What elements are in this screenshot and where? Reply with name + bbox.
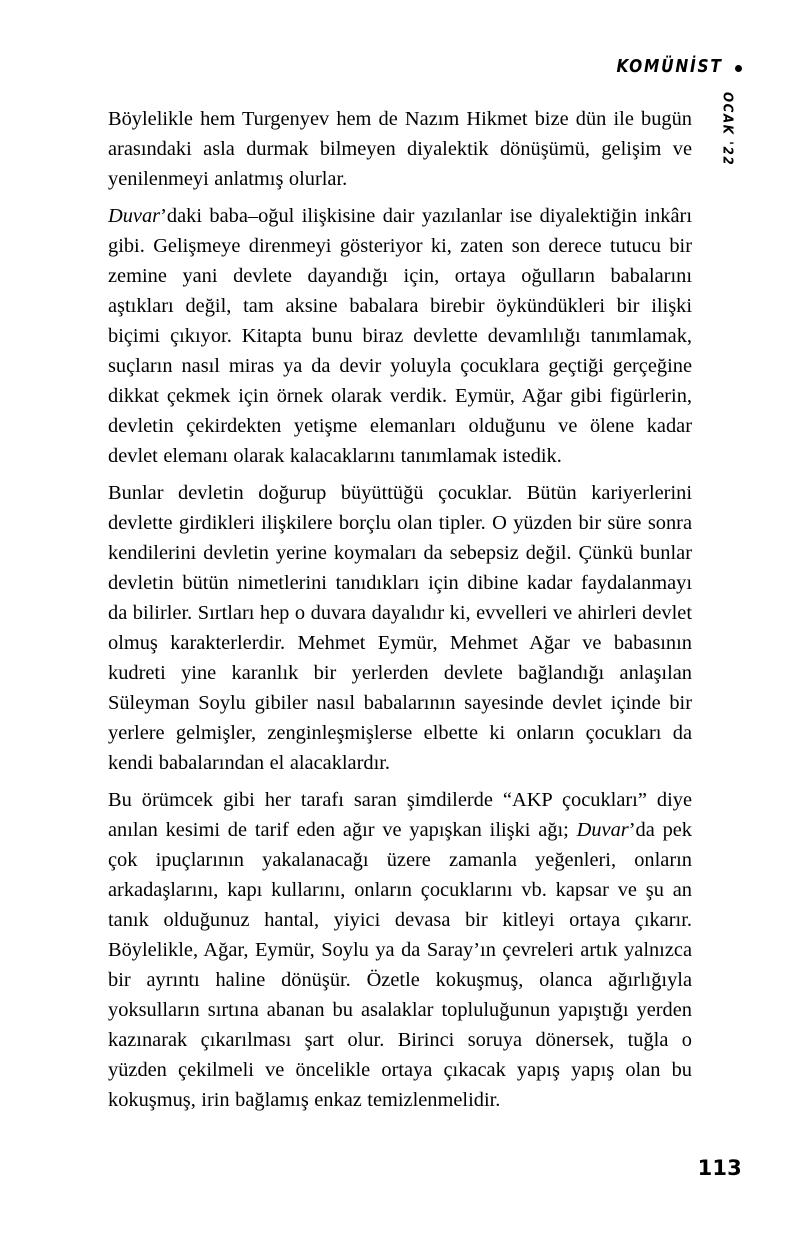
page-number-label: 113: [697, 1156, 742, 1180]
running-head-date: [720, 92, 744, 184]
paragraph-2-text: ’daki baba–oğul ilişkisine dair yazılanlar ise diyalektiğin inkârı gibi. Gelişmeye direnmeyi gösteriyor ki, zaten son derece tutucu bir zemine yani devlete dayandığı için, ortaya oğulların babalarını aştıkları değil, tam aksine babalara birebir öykündükleri bir ilişki biçimi çıkıyor. Kitapta bunu biraz devlette devamlılığı tanımlamak, suçların nasıl miras ya da devir yoluyla çocuklara geçtiği gerçeğine dikkat çekmek için örnek olarak verdik. Eymür, Ağar gibi figürlerin, devletin çekirdekten yetişme elemanları olduğunu ve ölene kadar devlet elemanı olarak kalacaklarını tanımlamak istedik.: [108, 205, 692, 467]
running-head-title: KOMÜNİST: [616, 57, 723, 78]
bullet-icon: [735, 65, 742, 72]
running-head: [602, 56, 742, 80]
book-title-duvar-2: Duvar: [576, 819, 629, 841]
paragraph-3-text: Bunlar devletin doğurup büyüttüğü çocuklar. Bütün kariyerlerini devlette girdikleri ilişkilere borçlu olan tipler. O yüzden bir süre sonra kendilerini devletin yerine koymaları da sebepsiz değil. Çünkü bunlar devletin bütün nimetlerini tanıdıkları için dibine kadar faydalanmayı da bilirler. Sırtları hep o duvara dayalıdır ki, evvelleri ve ahirleri devlet olmuş karakterlerdir. Mehmet Eymür, Mehmet Ağar ve babasının kudreti yine karanlık bir yerlerden devlete bağlandığı anlaşılan Süleyman Soylu gibiler nasıl babalarının sayesinde devlet içinde bir yerlere gelmişler, zenginleşmişlerse elbette ki onların çocukları da kendi babalarından el alacaklardır.: [108, 482, 692, 774]
paragraph-3: [108, 478, 692, 778]
paragraph-4-text-after: ’da pek çok ipuçlarının yakalanacağı üzere zamanla yeğenleri, onların arkadaşlarını, kapı kullarını, onların çocuklarını vb. kapsar ve şu an tanık olduğunuz hantal, yiyici devasa bir kitleyi ortaya çıkarır. Böylelikle, Ağar, Eymür, Soylu ya da Saray’ın çevreleri artık yalnızca bir ayrıntı haline dönüşür. Özetle kokuşmuş, olanca ağırlığıyla yoksulların sırtına abanan bu asalaklar topluluğunun yapıştığı yerden kazınarak çıkarılması şart olur. Birinci soruya dönersek, tuğla o yüzden çekilmeli ve öncelikle ortaya çıkacak yapış yapış olan bu kokuşmuş, irin bağlamış enkaz temizlenmelidir.: [108, 819, 693, 1111]
body-text-column: [108, 104, 692, 1115]
paragraph-2: [108, 201, 692, 471]
running-head-date-label: OCAK '22: [719, 92, 736, 167]
paragraph-1-text: Böylelikle hem Turgenyev hem de Nazım Hikmet bize dün ile bugün arasındaki asla durmak bilmeyen diyalektik dönüşümü, gelişim ve yenilenmeyi anlatmış olurlar.: [108, 108, 692, 190]
paragraph-4-text-before: Bu örümcek gibi her tarafı saran şimdilerde “AKP çocukları” diye anılan kesimi de tarif eden ağır ve yapışkan ilişki ağı;: [108, 789, 692, 841]
book-title-duvar-1: Duvar: [108, 205, 161, 227]
paragraph-4: [108, 785, 692, 1115]
paragraph-1: [108, 104, 692, 194]
page-number: [698, 1158, 742, 1179]
